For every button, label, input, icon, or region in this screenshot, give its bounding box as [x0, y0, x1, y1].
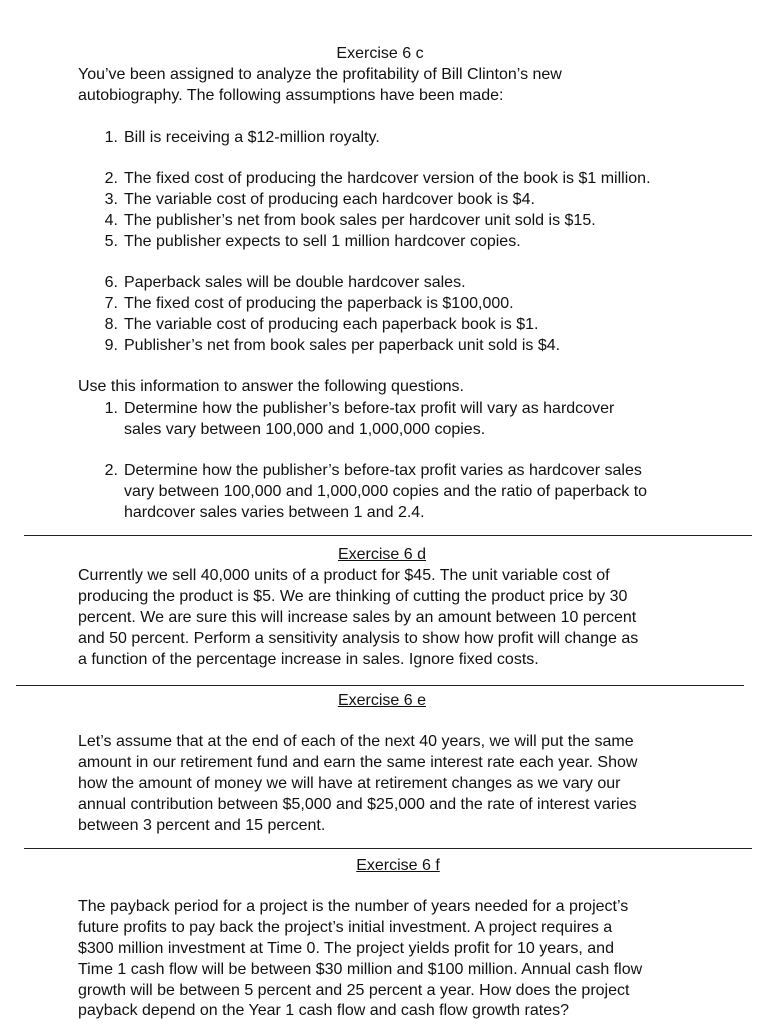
- assumption-number: 6.: [104, 274, 118, 291]
- section-divider: [24, 535, 752, 536]
- assumption-text: The publisher’s net from book sales per hardcover unit sold is $15.: [124, 212, 596, 229]
- assumption-number: 9.: [104, 337, 118, 354]
- section-divider: [16, 685, 744, 686]
- assumption-text: Bill is receiving a $12-million royalty.: [124, 129, 380, 146]
- ex6f-body-line: payback depend on the Year 1 cash flow and cash flow growth rates?: [78, 1002, 569, 1019]
- question-number: 1.: [104, 400, 118, 417]
- ex6f-body-line: future profits to pay back the project’s initial investment. A project requires a: [78, 919, 613, 936]
- ex6e-body-line: annual contribution between $5,000 and $25,000 and the rate of interest varies: [78, 796, 637, 813]
- exercise-6f-title: Exercise 6 f: [356, 857, 440, 874]
- assumption-number: 7.: [104, 295, 118, 312]
- assumption-number: 1.: [104, 129, 118, 146]
- exercise-6e-title: Exercise 6 e: [337, 692, 427, 709]
- assumption-text: Paperback sales will be double hardcover sales.: [124, 274, 466, 291]
- ex6d-body-line: producing the product is $5. We are thinking of cutting the product price by 30: [78, 588, 628, 605]
- ex6e-body-line: how the amount of money we will have at retirement changes as we vary our: [78, 775, 621, 792]
- assumption-text: The variable cost of producing each hardcover book is $4.: [124, 191, 535, 208]
- question-text-line: hardcover sales varies between 1 and 2.4.: [124, 504, 425, 521]
- assumption-text: The fixed cost of producing the paperback is $100,000.: [124, 295, 514, 312]
- question-text-line: Determine how the publisher’s before-tax profit will vary as hardcover: [124, 400, 615, 417]
- ex6f-body-line: $300 million investment at Time 0. The project yields profit for 10 years, and: [78, 940, 614, 957]
- section-divider: [24, 848, 752, 849]
- ex6f-body-line: Time 1 cash flow will be between $30 million and $100 million. Annual cash flow: [78, 961, 643, 978]
- ex6c-intro-line-1: You’ve been assigned to analyze the profitability of Bill Clinton’s new: [78, 66, 562, 83]
- question-number: 2.: [104, 462, 118, 479]
- ex6c-questions-intro: Use this information to answer the following questions.: [78, 378, 464, 395]
- ex6d-body-line: and 50 percent. Perform a sensitivity analysis to show how profit will change as: [78, 630, 639, 647]
- ex6c-intro-line-2: autobiography. The following assumptions have been made:: [78, 87, 504, 104]
- question-text-line: vary between 100,000 and 1,000,000 copies and the ratio of paperback to: [124, 483, 648, 500]
- assumption-number: 3.: [104, 191, 118, 208]
- ex6d-body-line: Currently we sell 40,000 units of a product for $45. The unit variable cost of: [78, 567, 610, 584]
- ex6e-body-line: Let’s assume that at the end of each of the next 40 years, we will put the same: [78, 733, 634, 750]
- ex6d-body-line: a function of the percentage increase in sales. Ignore fixed costs.: [78, 651, 539, 668]
- assumption-number: 5.: [104, 233, 118, 250]
- exercise-6c-title: Exercise 6 c: [336, 45, 424, 62]
- ex6d-body-line: percent. We are sure this will increase sales by an amount between 10 percent: [78, 609, 637, 626]
- ex6e-body-line: amount in our retirement fund and earn the same interest rate each year. Show: [78, 754, 638, 771]
- assumption-number: 4.: [104, 212, 118, 229]
- question-text-line: Determine how the publisher’s before-tax profit varies as hardcover sales: [124, 462, 642, 479]
- exercise-6d-title: Exercise 6 d: [337, 546, 427, 563]
- assumption-text: The variable cost of producing each paperback book is $1.: [124, 316, 539, 333]
- assumption-number: 8.: [104, 316, 118, 333]
- assumption-text: Publisher’s net from book sales per paperback unit sold is $4.: [124, 337, 561, 354]
- ex6f-body-line: growth will be between 5 percent and 25 percent a year. How does the project: [78, 982, 630, 999]
- assumption-number: 2.: [104, 170, 118, 187]
- question-text-line: sales vary between 100,000 and 1,000,000 copies.: [124, 421, 486, 438]
- assumption-text: The publisher expects to sell 1 million hardcover copies.: [124, 233, 521, 250]
- ex6e-body-line: between 3 percent and 15 percent.: [78, 817, 326, 834]
- ex6f-body-line: The payback period for a project is the number of years needed for a project’s: [78, 898, 629, 915]
- assumption-text: The fixed cost of producing the hardcover version of the book is $1 million.: [124, 170, 651, 187]
